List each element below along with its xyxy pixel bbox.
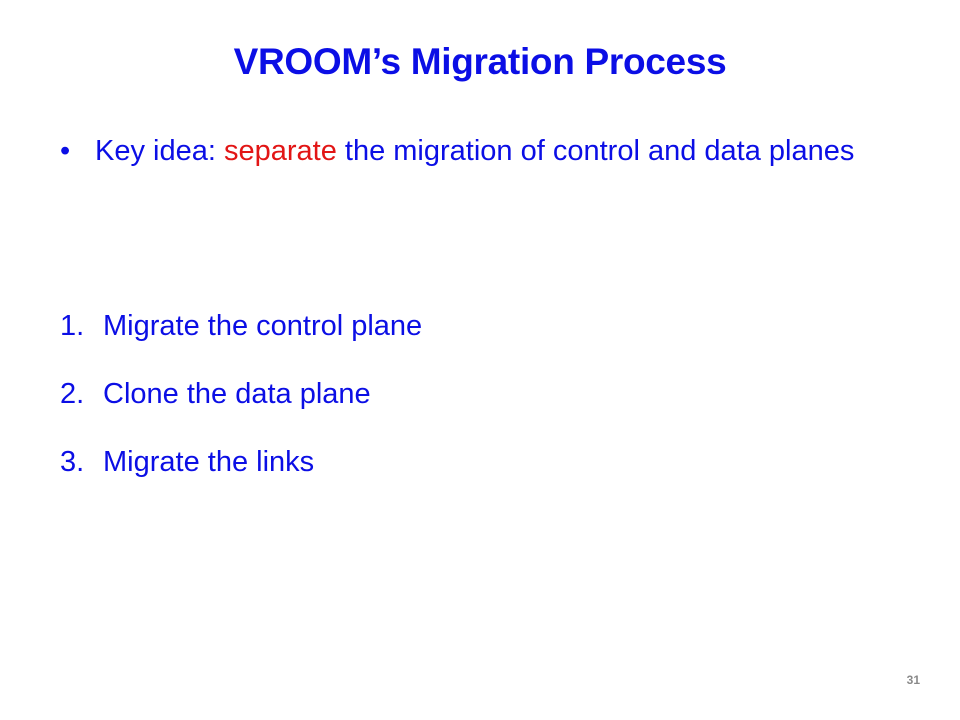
slide-title: VROOM’s Migration Process [233, 41, 727, 82]
numbered-steps-list [60, 306, 880, 510]
step-text: Clone the data plane [103, 378, 371, 410]
bullet-marker: • [60, 135, 71, 167]
step-number: 1. [60, 310, 85, 342]
list-item [60, 442, 880, 482]
step-number: 2. [60, 378, 85, 410]
bullet-highlight-word: separate [223, 135, 337, 167]
bullet-text-prefix: Key idea: [95, 135, 224, 167]
slide-body [60, 132, 880, 170]
bullet-text-suffix: the migration of control and data planes [336, 135, 855, 167]
step-text: Migrate the links [103, 446, 315, 478]
step-number: 3. [60, 446, 85, 478]
bullet-item [60, 132, 880, 170]
list-item [60, 374, 880, 414]
page-number: 31 [906, 673, 920, 687]
list-item [60, 306, 880, 346]
step-text: Migrate the control plane [103, 310, 423, 342]
